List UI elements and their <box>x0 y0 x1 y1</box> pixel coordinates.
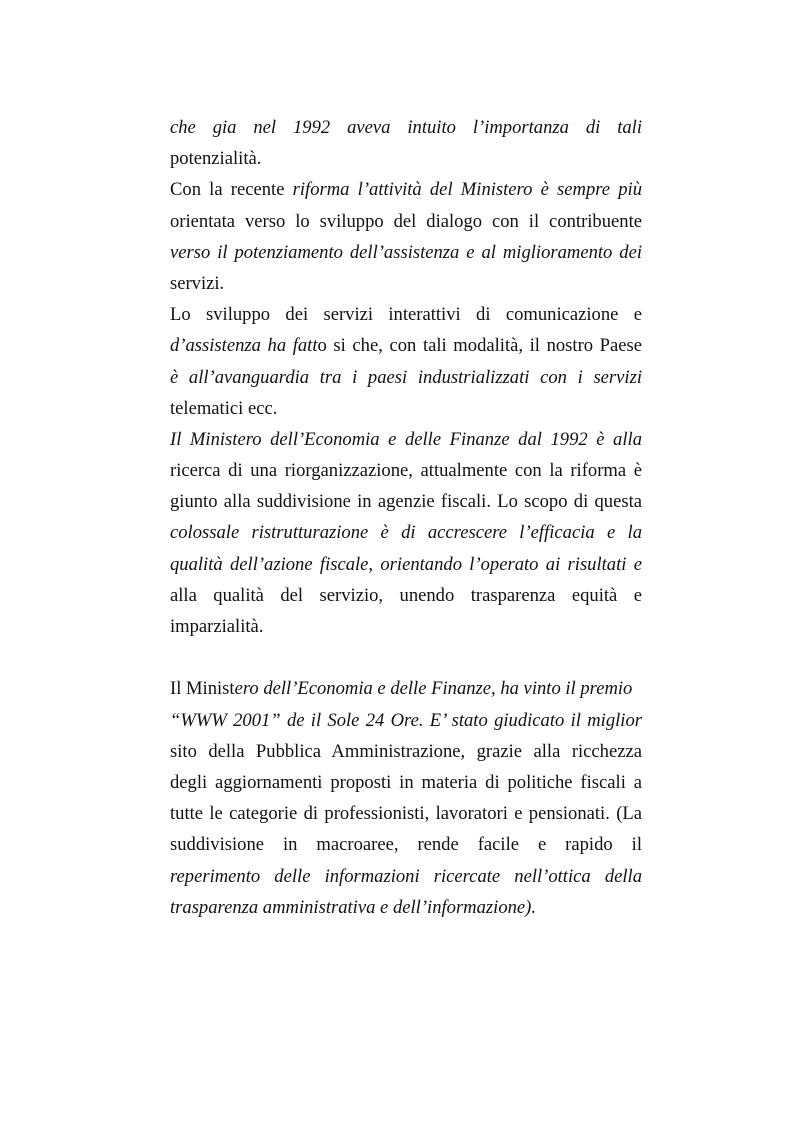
text-line <box>170 549 642 580</box>
text-segment: qualità dell’azione fiscale, orientando l’operato ai risultati e <box>170 553 642 575</box>
text-segment: servizi. <box>170 272 225 294</box>
text-segment: d’assistenza ha fatt <box>170 335 318 357</box>
text-line <box>170 517 642 548</box>
text-line <box>170 174 642 205</box>
text-segment: imparzialità. <box>170 616 264 637</box>
text-segment: verso il potenziamento dell’assistenza e al miglioramento dei <box>170 241 642 263</box>
text-segment: potenzialità. <box>170 148 262 170</box>
text-segment: che gia nel 1992 aveva intuito l’importanza di tali <box>170 117 642 138</box>
text-line <box>170 829 642 860</box>
text-segment: tutte le categorie di professionisti, lavoratori e pensionati. (La <box>170 803 642 825</box>
text-segment: suddivisione in macroaree, rende facile e rapido il <box>170 834 642 856</box>
text-line <box>170 861 642 892</box>
text-segment: riforma l’attività del Ministero è sempre più <box>284 179 642 201</box>
text-line <box>170 393 642 424</box>
text-line <box>170 299 642 330</box>
text-segment: Il Ministero dell’Economia e delle Finanze dal 1992 è alla <box>170 428 642 450</box>
text-segment: trasparenza amministrativa e dell’informazione). <box>170 896 537 918</box>
text-segment: degli aggiornamenti proposti in materia di politiche fiscali a <box>170 771 642 793</box>
text-line <box>170 798 642 829</box>
text-segment: reperimento delle informazioni ricercate nell’ottica della <box>170 865 642 887</box>
text-line <box>170 580 642 611</box>
text-line <box>170 455 642 486</box>
text-segment: telematici ecc. <box>170 397 278 419</box>
text-segment: “WWW 2001” de il Sole 24 Ore. E’ stato giudicato il miglior <box>170 709 642 731</box>
text-segment: giunto alla suddivisione in agenzie fiscali. Lo scopo di questa <box>170 491 642 513</box>
text-line <box>170 330 642 361</box>
text-line <box>170 673 642 704</box>
text-line <box>170 767 642 798</box>
text-segment: Lo sviluppo dei servizi interattivi di comunicazione e <box>170 304 642 326</box>
text-line <box>170 206 642 237</box>
text-line <box>170 486 642 517</box>
text-segment: Il Minist <box>170 678 235 700</box>
text-line <box>170 892 642 923</box>
text-segment: è all’avanguardia tra i paesi industrializzati con i servizi <box>170 366 642 388</box>
body-text <box>170 112 642 923</box>
text-segment: Con la recente <box>170 179 285 201</box>
text-segment: orientata verso lo sviluppo del dialogo con il contribuente <box>170 210 642 232</box>
text-segment: ero dell’Economia e delle Finanze, ha vinto il premio <box>234 678 633 700</box>
text-segment: colossale ristrutturazione è di accrescere l’efficacia e la <box>170 522 642 544</box>
text-line <box>170 112 642 143</box>
text-segment: sito della Pubblica Amministrazione, grazie alla ricchezza <box>170 740 642 762</box>
text-segment: o si che, con tali modalità, il nostro Paese <box>317 335 642 357</box>
text-line <box>170 736 642 767</box>
text-line <box>170 705 642 736</box>
text-line <box>170 611 642 642</box>
text-line <box>170 424 642 455</box>
text-segment: alla qualità del servizio, unendo trasparenza equità e <box>170 584 642 606</box>
text-line <box>170 143 642 174</box>
text-line <box>170 362 642 393</box>
text-line <box>170 268 642 299</box>
text-segment: ricerca di una riorganizzazione, attualmente con la riforma è <box>170 460 642 482</box>
text-line <box>170 237 642 268</box>
paragraph-gap <box>170 642 642 673</box>
